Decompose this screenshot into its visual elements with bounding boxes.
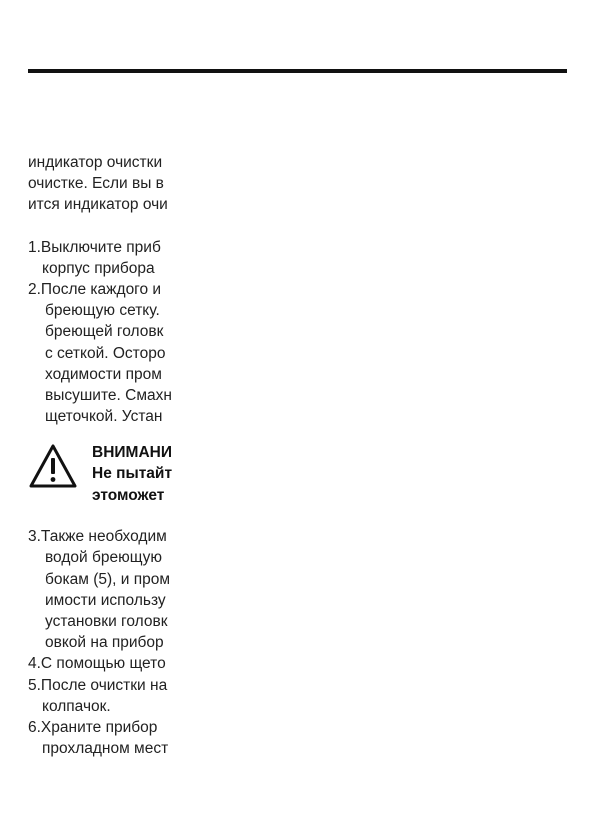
step-1-cont: корпус прибора [42,259,155,277]
step-3: 3.Также необходим [28,528,167,546]
step-5-cont: колпачок. [42,697,111,715]
warning-text [92,442,172,506]
step-4: 4.С помощью щето [28,655,166,673]
warning-title: ВНИМАНИ [92,444,172,462]
header-rule [28,69,567,73]
warning-line: этоможет [92,486,165,504]
step-5: 5.После очистки на [28,676,168,694]
step-2-cont: с сеткой. Осторо [45,344,166,362]
step-2: 2.После каждого и [28,280,162,298]
text-column [28,152,198,759]
step-3-cont: бокам (5), и пром [45,570,171,588]
step-3-cont: имости использу [45,591,166,609]
step-2-cont: бреющую сетку. [45,302,160,320]
intro-line: очистке. Если вы в [28,175,164,193]
spacer [28,216,198,237]
warning-triangle-icon [28,443,78,489]
step-6-cont: прохладном мест [42,740,169,758]
step-6: 6.Храните прибор [28,718,158,736]
intro-line: индикатор очистки [28,154,163,171]
step-2-cont: бреющей головк [45,323,164,341]
warning-line: Не пытайт [92,465,173,483]
step-2-cont: щеточкой. Устан [45,408,163,426]
step-1: 1.Выключите приб [28,238,161,256]
step-3-cont: установки головк [45,613,168,630]
step-3-cont: водой бреющую [45,549,163,567]
spacer [28,427,198,441]
step-2-cont: ходимости пром [45,365,162,383]
step-2-cont: высушите. Смахн [45,386,172,404]
step-3-cont: овкой на прибор [45,634,164,652]
intro-line: ится индикатор очи [28,196,168,214]
warning-block [28,442,198,526]
